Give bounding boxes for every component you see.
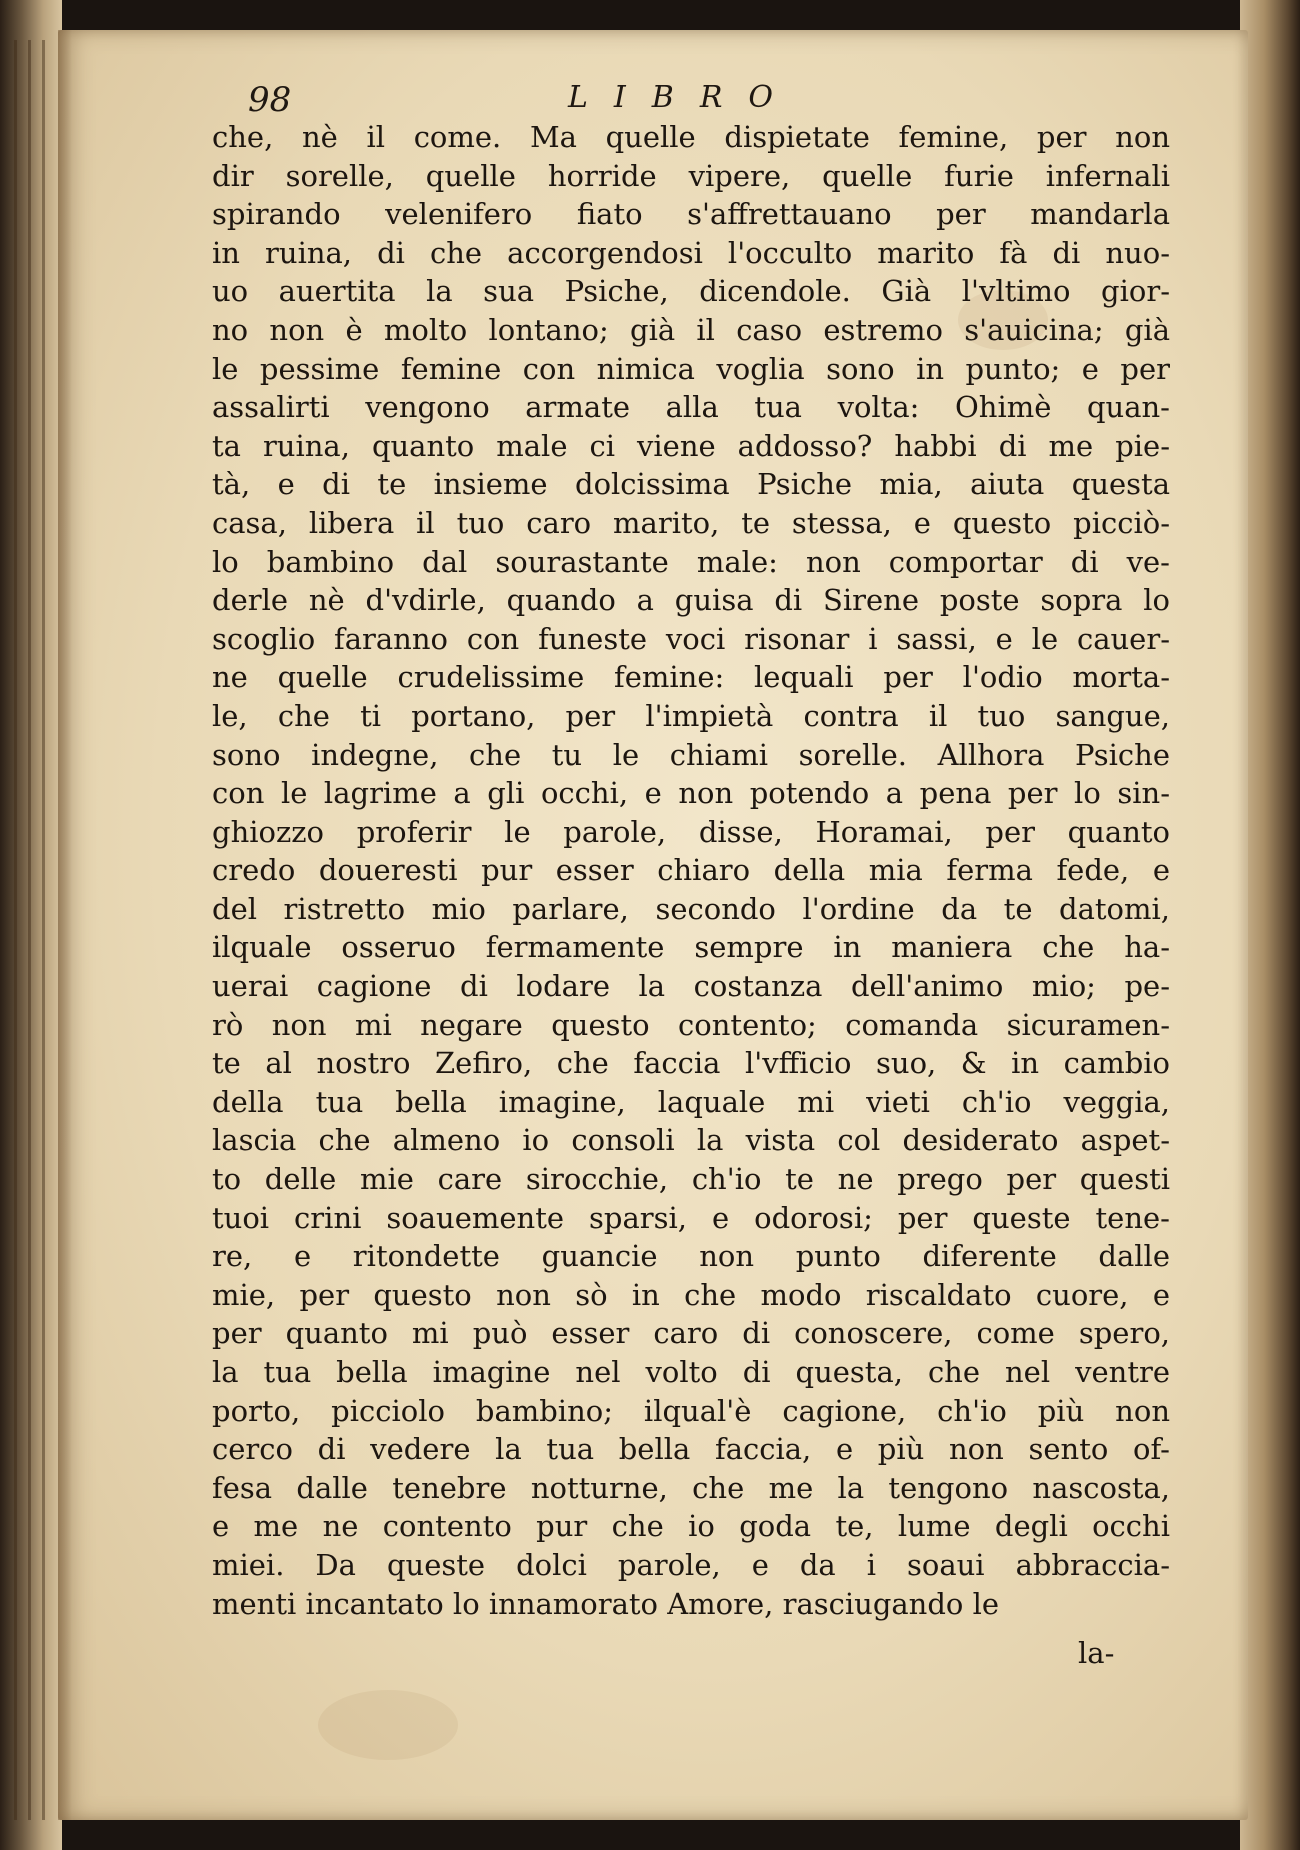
text-line: menti incantato lo innamorato Amore, rasciugando le	[212, 1586, 1000, 1621]
page-number: 98	[248, 80, 292, 120]
text-line: spirando velenifero fiato s'affrettauano per mandarla	[212, 197, 1170, 232]
text-line: della tua bella imagine, laquale mi vieti ch'io veggia,	[212, 1084, 1170, 1119]
text-line: ne quelle crudelissime femine: lequali per l'odio morta-	[212, 660, 1170, 695]
text-line: uerai cagione di lodare la costanza dell'animo mio; pe-	[212, 969, 1170, 1004]
catchword: la-	[1078, 1636, 1115, 1670]
book-spine-left	[0, 0, 62, 1850]
text-line: la tua bella imagine nel volto di questa, che nel ventre	[212, 1355, 1170, 1389]
text-line: derle nè d'vdirle, quando a guisa di Sirene poste sopra lo	[212, 583, 1170, 618]
text-line: fesa dalle tenebre notturne, che me la tengono nascosta,	[212, 1470, 1170, 1505]
text-line: tà, e di te insieme dolcissima Psiche mia, aiuta questa	[212, 467, 1170, 502]
text-line: no non è molto lontano; già il caso estremo s'auicina; già	[212, 312, 1170, 347]
text-line: re, e ritondette guancie non punto diferente dalle	[212, 1239, 1170, 1274]
running-head: LIBRO	[568, 80, 800, 115]
text-line: ilquale osseruo fermamente sempre in maniera che ha-	[212, 930, 1170, 965]
text-line: te al nostro Zefiro, che faccia l'vfficio suo, & in cambio	[212, 1046, 1170, 1081]
text-line: ta ruina, quanto male ci viene addosso? habbi di me pie-	[212, 428, 1170, 463]
text-line: per quanto mi può esser caro di conoscere, come spero,	[212, 1316, 1170, 1351]
spine-ridge	[14, 40, 17, 1820]
text-line: dir sorelle, quelle horride vipere, quelle furie infernali	[212, 158, 1170, 193]
text-line: del ristretto mio parlare, secondo l'ordine da te datomi,	[212, 891, 1170, 926]
body-text	[212, 118, 1170, 1623]
text-line: lo bambino dal sourastante male: non comportar di ve-	[212, 544, 1170, 579]
text-line: scoglio faranno con funeste voci risonar i sassi, e le cauer-	[212, 621, 1170, 656]
text-line: le pessime femine con nimica voglia sono in punto; e per	[212, 351, 1170, 386]
text-line: cerco di vedere la tua bella faccia, e più non sento of-	[212, 1432, 1170, 1467]
text-line: in ruina, di che accorgendosi l'occulto marito fà di nuo-	[212, 235, 1170, 270]
text-line: tuoi crini soauemente sparsi, e odorosi; per queste tene-	[212, 1200, 1170, 1235]
text-line: uo auertita la sua Psiche, dicendole. Già l'vltimo gior-	[212, 274, 1170, 309]
spine-ridge	[28, 40, 31, 1820]
text-line: rò non mi negare questo contento; comanda sicuramen-	[212, 1007, 1170, 1042]
text-line: sono indegne, che tu le chiami sorelle. Allhora Psiche	[212, 737, 1170, 772]
spine-ridge	[42, 40, 45, 1820]
text-line: porto, picciolo bambino; ilqual'è cagione, ch'io più non	[212, 1393, 1170, 1428]
text-line: le, che ti portano, per l'impietà contra il tuo sangue,	[212, 698, 1170, 733]
text-line: con le lagrime a gli occhi, e non potendo a pena per lo sin-	[212, 776, 1170, 811]
text-line: e me ne contento pur che io goda te, lume degli occhi	[212, 1509, 1170, 1544]
text-line: to delle mie care sirocchie, ch'io te ne prego per questi	[212, 1162, 1170, 1197]
text-line: ghiozzo proferir le parole, disse, Horamai, per quanto	[212, 814, 1170, 849]
text-line: lascia che almeno io consoli la vista col desiderato aspet-	[212, 1123, 1170, 1158]
text-line: credo doueresti pur esser chiaro della mia ferma fede, e	[212, 853, 1170, 888]
book-fore-edge-right	[1240, 0, 1300, 1850]
text-line: casa, libera il tuo caro marito, te stessa, e questo picciò-	[212, 505, 1170, 540]
text-line: che, nè il come. Ma quelle dispietate femine, per non	[212, 120, 1170, 154]
gutter-shadow	[58, 30, 72, 1820]
paper-stain	[318, 1690, 458, 1760]
text-line: assalirti vengono armate alla tua volta: Ohimè quan-	[212, 390, 1170, 425]
text-line: miei. Da queste dolci parole, e da i soaui abbraccia-	[212, 1547, 1170, 1582]
text-line: mie, per questo non sò in che modo riscaldato cuore, e	[212, 1277, 1170, 1312]
